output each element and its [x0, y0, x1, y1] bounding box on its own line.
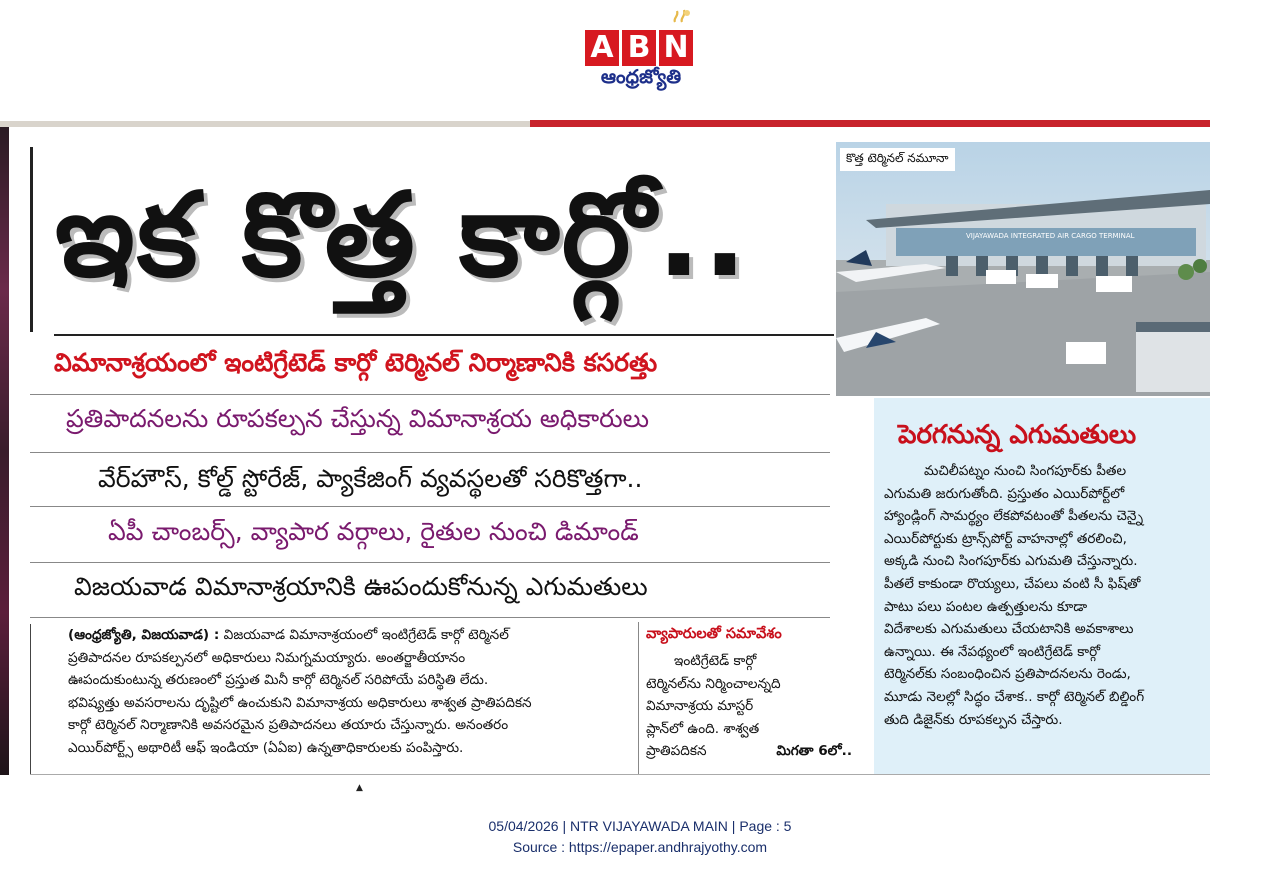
terminal-photo — [836, 142, 1210, 396]
logo-letter-a: A — [585, 30, 619, 66]
column2-title: వ్యాపారులతో సమావేశం — [646, 626, 782, 642]
deck-divider — [30, 394, 830, 395]
brand-name: ఆంధ్రజ్యోతి — [600, 66, 682, 88]
column-rule — [30, 624, 31, 774]
sidebar-line: మచిలీపట్నం నుంచి సింగపూర్‌కు పీతల — [924, 463, 1127, 479]
news-article — [30, 142, 1210, 776]
sidebar-body — [884, 460, 1204, 731]
body-column — [68, 624, 636, 760]
abn-logo — [583, 8, 699, 92]
body-line: ప్రతిపాదనల రూపకల్పనలో అధికారులు నిమగ్నమయ్యారు. అంతర్జాతీయానం — [68, 649, 466, 666]
col2-line-text: ప్రాతిపదికన — [646, 743, 707, 760]
sidebar-line: టెర్మినల్‌కు సంబంధించిన ప్రతిపాదనలను రెండు, — [884, 666, 1131, 683]
sidebar-line: హ్యాండ్లింగ్ సామర్థ్యం లేకపోవటంతో పీతలను చెన్నై — [884, 508, 1143, 525]
sidebar-line: పాటు పలు పంటల ఉత్పత్తులను కూడా — [884, 598, 1088, 615]
deck-divider — [30, 506, 830, 507]
deck-line-3: ఏపీ చాంబర్స్, వ్యాపార వర్గాలు, రైతుల నుంచి డిమాండ్ — [108, 517, 639, 546]
logo-letter-n: N — [659, 30, 693, 66]
photo-caption: కొత్త టెర్మినల్ నమూనా — [840, 148, 955, 171]
col2-line: ప్లాన్‌లో ఉంది. శాశ్వత — [646, 720, 760, 737]
continued-link[interactable]: మిగతా 6లో.. — [776, 743, 852, 760]
deck-divider — [30, 452, 830, 453]
body-line: ఎయిర్‌పోర్ట్స్ అథారిటీ ఆఫ్ ఇండియా (ఏఏఐ) ఉన్నతాధికారులకు పంపిస్తారు. — [68, 739, 464, 756]
sidebar-line: తుది డిజైన్‌కు రూపకల్పన చేస్తారు. — [884, 711, 1063, 728]
sidebar-title: పెరగనున్న ఎగుమతులు — [898, 420, 1137, 450]
col2-line: టెర్మినల్‌ను నిర్మించాలన్నది — [646, 675, 781, 692]
headline: ఇక కొత్త కార్గో.. — [55, 168, 749, 303]
column-rule — [638, 622, 639, 774]
deck-line-2: వేర్‌హౌస్, కోల్డ్ స్టోరేజ్, ప్యాకేజింగ్ వ్యవస్థలతో సరికొత్తగా.. — [98, 464, 643, 493]
headline-box — [30, 147, 833, 332]
deck-line-4: విజయవాడ విమానాశ్రయానికి ఊపందుకోనున్న ఎగుమతులు — [74, 572, 648, 601]
article-bottom-rule — [30, 774, 1210, 775]
top-rule-grey — [0, 121, 530, 127]
sidebar-box — [874, 398, 1210, 774]
sidebar-line: పీతలే కాకుండా రొయ్యలు, చేపలు వంటి సీ ఫిష్‌తో — [884, 575, 1141, 592]
column2-body — [646, 650, 876, 763]
up-arrow-icon: ▲ — [356, 783, 363, 793]
sidebar-line: మూడు నెలల్లో సిద్ధం చేశాక.. కార్గో టెర్మినల్ బిల్డింగ్ — [884, 688, 1145, 705]
dateline: (ఆంధ్రజ్యోతి, విజయవాడ) : — [68, 627, 220, 643]
adjacent-page-edge — [0, 127, 9, 775]
abn-letters — [585, 30, 693, 66]
body-line: కార్గో టెర్మినల్ నిర్మాణానికి అవసరమైన ప్రతిపాదనలు తయారు చేస్తున్నారు. అనంతరం — [68, 717, 509, 734]
body-line: ఊపందుకుంటున్న తరుణంలో ప్రస్తుత మినీ కార్గో టెర్మినల్ సరిపోయే పరిస్థితి లేదు. — [68, 672, 489, 689]
body-line: భవిష్యత్తు అవసరాలను దృష్టిలో ఉంచుకుని విమానాశ్రయ అధికారులు శాశ్వత ప్రాతిపదికన — [68, 694, 532, 711]
sidebar-line: ఎయిర్‌పోర్టుకు ట్రాన్స్‌పోర్ట్ వాహనాల్లో తరలించి, — [884, 530, 1127, 547]
terminal-sign: VIJAYAWADA INTEGRATED AIR CARGO TERMINAL — [966, 232, 1135, 240]
terminal-illustration — [836, 142, 1210, 396]
sidebar-line: ఉన్నాయి. ఈ నేపథ్యంలో ఇంటిగ్రేటెడ్ కార్గో — [884, 643, 1100, 660]
sidebar-line: విదేశాలకు ఎగుమతులు చేయటానికి అవకాశాలు — [884, 621, 1134, 638]
deck-line-1: ప్రతిపాదనలను రూపకల్పన చేస్తున్న విమానాశ్రయ అధికారులు — [66, 404, 649, 433]
deck-divider — [30, 617, 830, 618]
logo-letter-b: B — [622, 30, 656, 66]
sidebar-line: ఎగుమతి జరుగుతోంది. ప్రస్తుతం ఎయిర్‌పోర్ట్‌లో — [884, 485, 1125, 502]
sidebar-line: అక్కడి నుంచి సింగపూర్‌కు ఎగుమతి చేస్తున్నారు. — [884, 553, 1138, 570]
footer-edition: 05/04/2026 | NTR VIJAYAWADA MAIN | Page : 5 — [488, 818, 792, 834]
body-line-text: విజయవాడ విమానాశ్రయంలో ఇంటిగ్రేటెడ్ కార్గో టెర్మినల్ — [223, 627, 509, 643]
top-rule-red — [530, 120, 1210, 127]
col2-line: ఇంటిగ్రేటెడ్ కార్గో — [674, 653, 757, 669]
subheadline: విమానాశ్రయంలో ఇంటిగ్రేటెడ్ కార్గో టెర్మినల్ నిర్మాణానికి కసరత్తు — [54, 334, 834, 390]
body-line — [68, 624, 636, 647]
col2-line — [646, 740, 876, 763]
footer-source[interactable]: Source : https://epaper.andhrajyothy.com — [512, 839, 768, 855]
steam-icon — [671, 8, 691, 24]
col2-line: విమానాశ్రయ మాస్టర్ — [646, 698, 754, 715]
deck-divider — [30, 562, 830, 563]
